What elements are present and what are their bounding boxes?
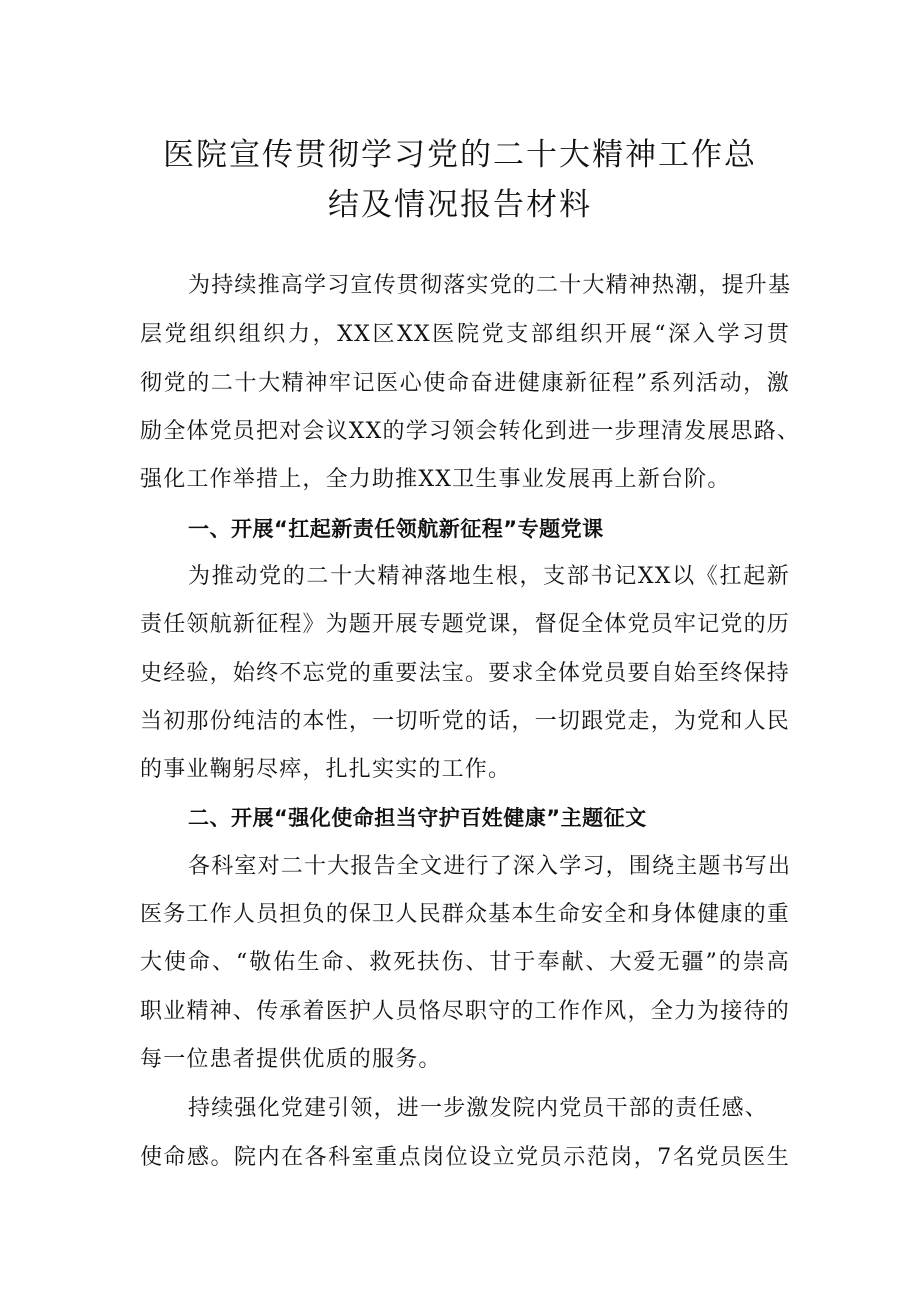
paragraph-2-line-3: 史经验，始终不忘党的重要法宝。要求全体党员要自始至终保持 (140, 661, 790, 686)
paragraph-1-line-2: 层党组织组织力，XX区XX医院党支部组织开展“深入学习贯 (140, 322, 790, 347)
paragraph-3-line-5: 每一位患者提供优质的服务。 (140, 1047, 442, 1072)
paragraph-2-line-1: 为推动党的二十大精神落地生根，支部书记XX以《扛起新 (188, 564, 790, 589)
paragraph-2-line-4: 当初那份纯洁的本性，一切听党的话，一切跟党走，为党和人民 (140, 709, 790, 734)
paragraph-3-line-3: 大使命、“敬佑生命、救死扶伤、甘于奉献、大爱无疆”的崇高 (140, 950, 790, 975)
paragraph-2-line-2: 责任领航新征程》为题开展专题党课，督促全体党员牢记党的历 (140, 612, 790, 637)
paragraph-1-line-5: 强化工作举措上，全力助推XX卫生事业发展再上新台阶。 (140, 467, 731, 492)
document-title-line-2: 结及情况报告材料 (328, 187, 592, 223)
paragraph-1-line-3: 彻党的二十大精神牢记医心使命奋进健康新征程”系列活动，激 (140, 371, 790, 396)
paragraph-2-line-5: 的事业鞠躬尽瘁，扎扎实实的工作。 (140, 757, 512, 782)
section-heading-1: 一、开展“扛起新责任领航新征程”专题党课 (188, 517, 604, 541)
paragraph-1-line-4: 励全体党员把对会议XX的学习领会转化到进一步理清发展思路、 (140, 419, 801, 444)
section-heading-2: 二、开展“强化使命担当守护百姓健康”主题征文 (188, 806, 647, 830)
paragraph-3-line-2: 医务工作人员担负的保卫人民群众基本生命安全和身体健康的重 (140, 902, 790, 927)
paragraph-4-line-2: 使命感。院内在各科室重点岗位设立党员示范岗，7名党员医生 (140, 1145, 790, 1170)
paragraph-3-line-4: 职业精神、传承着医护人员恪尽职守的工作作风，全力为接待的 (140, 999, 790, 1024)
paragraph-3-line-1: 各科室对二十大报告全文进行了深入学习，围绕主题书写出 (188, 854, 792, 879)
document-title-line-1: 医院宣传贯彻学习党的二十大精神工作总 (163, 137, 757, 173)
paragraph-4-line-1: 持续强化党建引领，进一步激发院内党员干部的责任感、 (188, 1096, 769, 1121)
paragraph-1-line-1: 为持续推高学习宣传贯彻落实党的二十大精神热潮，提升基 (188, 273, 792, 298)
